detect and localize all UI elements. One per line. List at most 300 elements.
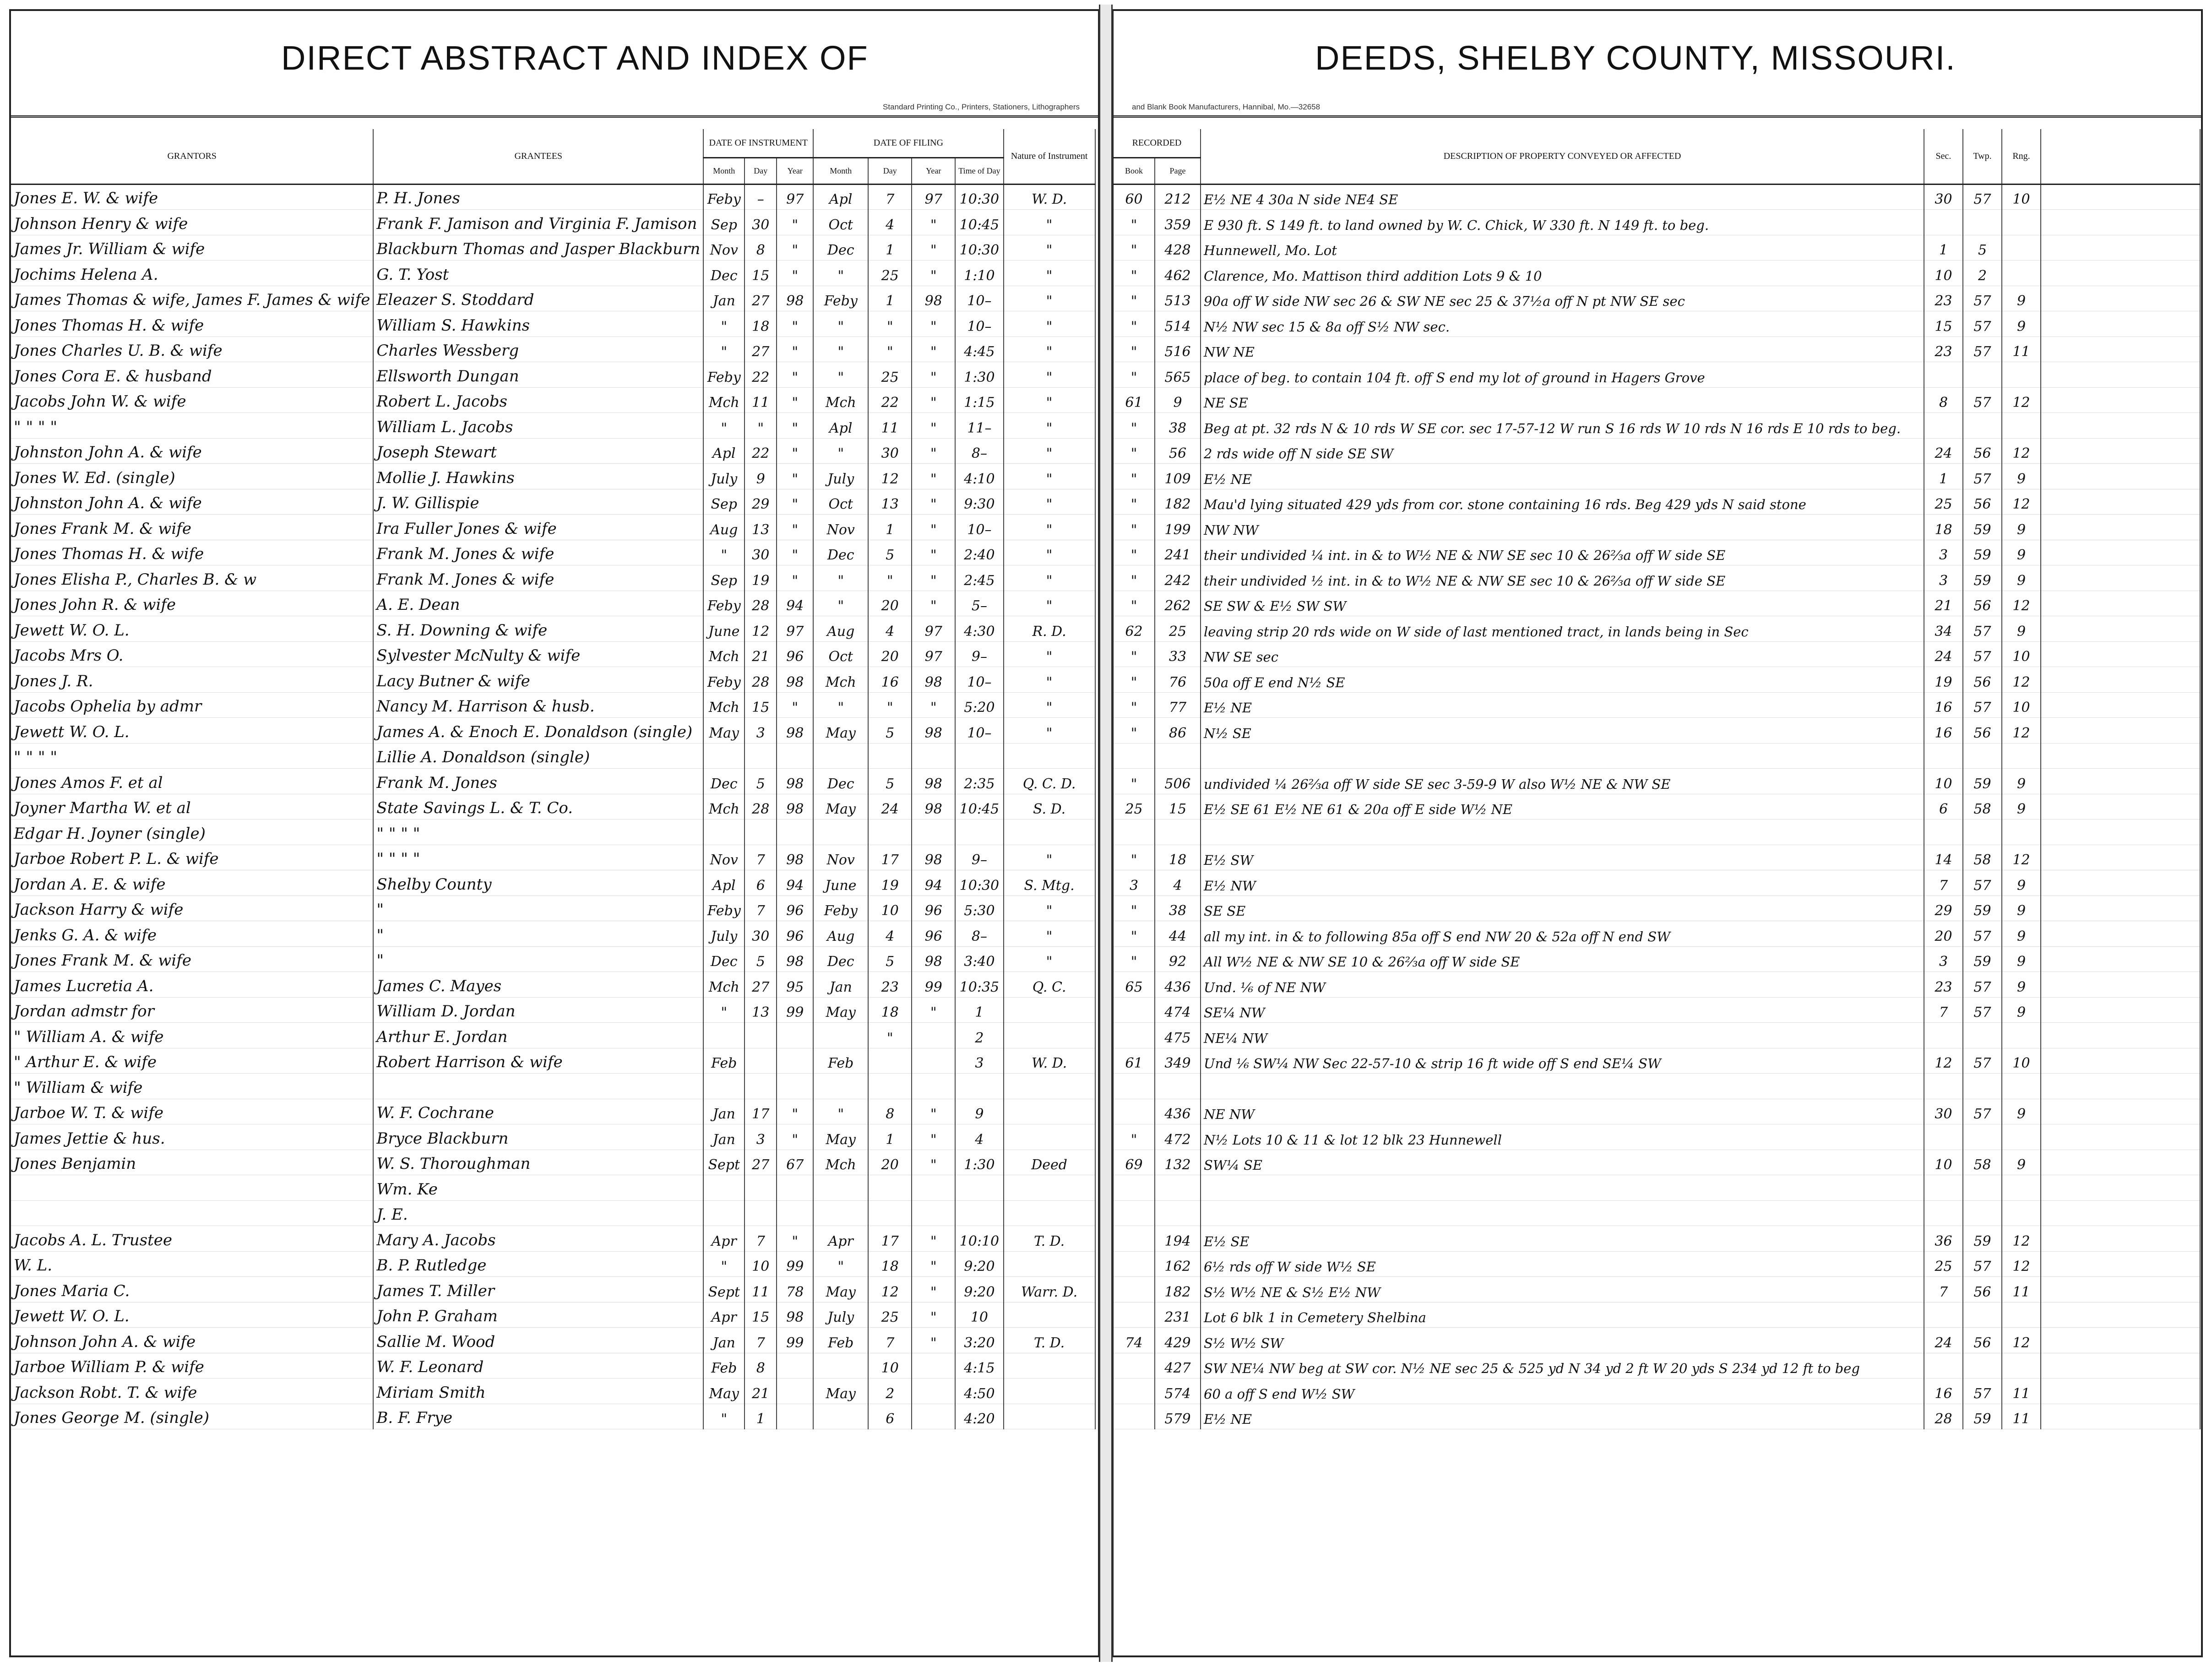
instrument-day-cell: 18 [745,311,777,337]
nature-cell: " [1004,260,1095,286]
nature-cell: " [1004,235,1095,260]
sec-cell: 10 [1924,1150,1963,1175]
page-cell: 574 [1155,1378,1201,1404]
filing-month-cell: Feby [813,895,868,921]
description-cell: Clarence, Mo. Mattison third addition Lots 9 & 10 [1201,260,1924,286]
grantor-cell: Johnston John A. & wife [11,489,373,515]
twp-cell: 57 [1963,997,2002,1023]
instrument-month-cell: Dec [703,946,745,972]
rng-cell [2002,1175,2041,1201]
description-cell [1201,1200,1924,1226]
twp-cell: 58 [1963,845,2002,870]
filing-month-cell: July [813,1302,868,1328]
time-of-day-cell: 4:15 [955,1353,1003,1378]
filing-day-cell: 13 [868,489,912,515]
blank-cell [2041,870,2200,896]
instrument-day-cell [745,1074,777,1099]
filing-month-cell: Dec [813,540,868,565]
nature-cell [1004,1023,1095,1048]
filing-year-cell [912,1175,955,1201]
instrument-day-cell: 7 [745,895,777,921]
blank-cell [2041,235,2200,260]
col-description: DESCRIPTION OF PROPERTY CONVEYED OR AFFECTED [1201,129,1924,184]
grantee-cell: State Savings L. & T. Co. [373,794,703,819]
grantee-cell: W. F. Leonard [373,1353,703,1378]
page-cell: 33 [1155,641,1201,667]
rng-cell: 10 [2002,1048,2041,1074]
rng-cell: 12 [2002,591,2041,616]
filing-month-cell: " [813,565,868,591]
instrument-month-cell [703,819,745,845]
instrument-year-cell: 95 [777,972,813,998]
page-cell: 514 [1155,311,1201,337]
description-cell: E½ NE 4 30a N side NE4 SE [1201,184,1924,210]
ledger-row [11,1200,1095,1226]
sec-cell [1924,1353,1963,1378]
rng-cell [2002,1074,2041,1099]
instrument-month-cell [703,1074,745,1099]
blank-cell [2041,311,2200,337]
sec-cell: 30 [1924,1099,1963,1124]
rng-cell [2002,362,2041,388]
filing-day-cell: 7 [868,184,912,210]
nature-cell [1004,1124,1095,1150]
col-twp: Twp. [1963,129,2002,184]
ledger-row [1114,870,2200,896]
nature-cell: " [1004,692,1095,718]
blank-cell [2041,1302,2200,1328]
blank-cell [2041,413,2200,439]
description-cell: all my int. in & to following 85a off S end NW 20 & 52a off N end SW [1201,921,1924,947]
ledger-row [11,489,1095,515]
twp-cell: 57 [1963,692,2002,718]
book-cell: " [1114,769,1155,794]
filing-year-cell: " [912,1124,955,1150]
nature-cell: " [1004,921,1095,947]
book-cell: " [1114,946,1155,972]
filing-year-cell: " [912,464,955,489]
filing-day-cell: 11 [868,413,912,439]
instrument-year-cell: " [777,565,813,591]
sec-cell [1924,819,1963,845]
instrument-month-cell: Jan [703,1328,745,1353]
blank-cell [2041,184,2200,210]
sec-cell: 34 [1924,616,1963,642]
page-cell: 56 [1155,438,1201,464]
blank-cell [2041,667,2200,693]
ledger-row [11,819,1095,845]
page-cell: 194 [1155,1226,1201,1252]
instrument-day-cell: 17 [745,1099,777,1124]
filing-month-cell [813,1175,868,1201]
filing-month-cell: " [813,1099,868,1124]
grantee-cell: J. W. Gillispie [373,489,703,515]
rng-cell: 11 [2002,336,2041,362]
page-cell: 212 [1155,184,1201,210]
instrument-month-cell [703,1023,745,1048]
grantor-cell: Jones George M. (single) [11,1404,373,1429]
book-cell: " [1114,336,1155,362]
instrument-day-cell: 27 [745,336,777,362]
instrument-day-cell: 15 [745,1302,777,1328]
filing-year-cell: " [912,489,955,515]
ledger-row [11,1048,1095,1074]
rng-cell: 10 [2002,692,2041,718]
page-cell: 427 [1155,1353,1201,1378]
instrument-day-cell: 9 [745,464,777,489]
filing-year-cell: 97 [912,184,955,210]
grantor-cell: Jones E. W. & wife [11,184,373,210]
description-cell: SW¼ SE [1201,1150,1924,1175]
rng-cell: 9 [2002,286,2041,311]
instrument-year-cell: " [777,311,813,337]
col-instrument-year: Year [777,157,813,184]
ledger-row [1114,184,2200,210]
ledger-row [11,235,1095,260]
sec-cell: 30 [1924,184,1963,210]
sec-cell: 8 [1924,387,1963,413]
description-cell: NE SE [1201,387,1924,413]
twp-cell: 2 [1963,260,2002,286]
filing-day-cell: 1 [868,1124,912,1150]
time-of-day-cell: 10– [955,667,1003,693]
page-cell: 38 [1155,413,1201,439]
ledger-row [11,616,1095,642]
grantee-cell: Joseph Stewart [373,438,703,464]
ledger-row [1114,1200,2200,1226]
nature-cell: Q. C. D. [1004,769,1095,794]
sec-cell: 24 [1924,1328,1963,1353]
filing-day-cell [868,743,912,769]
ledger-row [1114,1124,2200,1150]
blank-cell [2041,1200,2200,1226]
rng-cell: 9 [2002,464,2041,489]
filing-month-cell: June [813,870,868,896]
instrument-day-cell: 1 [745,1404,777,1429]
grantee-cell: Miriam Smith [373,1378,703,1404]
filing-month-cell: Oct [813,489,868,515]
rng-cell [2002,210,2041,235]
instrument-day-cell: 12 [745,616,777,642]
ledger-row [1114,540,2200,565]
filing-year-cell [912,1404,955,1429]
description-cell: SE¼ NW [1201,997,1924,1023]
book-cell [1114,1378,1155,1404]
book-cell: " [1114,286,1155,311]
col-nature-of-instrument: Nature of Instrument [1004,129,1095,184]
filing-month-cell: Aug [813,616,868,642]
grantee-cell: William D. Jordan [373,997,703,1023]
description-cell: N½ NW sec 15 & 8a off S½ NW sec. [1201,311,1924,337]
filing-month-cell [813,1404,868,1429]
grantor-cell: Jewett W. O. L. [11,1302,373,1328]
description-cell: their undivided ½ int. in & to W½ NE & NW SE sec 10 & 26⅔a off W side SE [1201,565,1924,591]
time-of-day-cell: 10:30 [955,235,1003,260]
description-cell [1201,1175,1924,1201]
nature-cell: " [1004,515,1095,540]
instrument-year-cell: 98 [777,1302,813,1328]
filing-day-cell: 7 [868,1328,912,1353]
filing-year-cell: 94 [912,870,955,896]
blank-cell [2041,1023,2200,1048]
nature-cell: " [1004,718,1095,743]
sec-cell: 3 [1924,565,1963,591]
instrument-month-cell [703,1175,745,1201]
instrument-day-cell: 29 [745,489,777,515]
instrument-day-cell: 11 [745,387,777,413]
nature-cell [1004,1175,1095,1201]
nature-cell: " [1004,641,1095,667]
book-cell: " [1114,210,1155,235]
filing-year-cell: 98 [912,946,955,972]
grantor-cell [11,1175,373,1201]
rng-cell [2002,235,2041,260]
grantor-cell: Jenks G. A. & wife [11,921,373,947]
ledger-row [1114,489,2200,515]
rng-cell: 12 [2002,387,2041,413]
ledger-row [11,1404,1095,1429]
blank-cell [2041,895,2200,921]
instrument-month-cell: Feby [703,591,745,616]
instrument-year-cell: 67 [777,1150,813,1175]
instrument-month-cell: Sep [703,210,745,235]
ledger-row [1114,718,2200,743]
instrument-day-cell: 5 [745,769,777,794]
ledger-row [1114,565,2200,591]
page-cell [1155,1074,1201,1099]
grantor-cell: Jones Maria C. [11,1277,373,1302]
twp-cell: 59 [1963,1226,2002,1252]
rng-cell: 9 [2002,921,2041,947]
page-cell: 162 [1155,1251,1201,1277]
blank-cell [2041,794,2200,819]
grantee-cell: B. F. Frye [373,1404,703,1429]
filing-year-cell: " [912,1226,955,1252]
instrument-day-cell: 10 [745,1251,777,1277]
instrument-year-cell [777,819,813,845]
instrument-month-cell: Feby [703,362,745,388]
instrument-month-cell: Dec [703,260,745,286]
nature-cell [1004,1074,1095,1099]
ledger-row [1114,794,2200,819]
instrument-month-cell: Apr [703,1302,745,1328]
nature-cell: T. D. [1004,1328,1095,1353]
ledger-row [11,845,1095,870]
page-cell: 472 [1155,1124,1201,1150]
blank-cell [2041,515,2200,540]
sec-cell: 3 [1924,946,1963,972]
blank-cell [2041,921,2200,947]
description-cell [1201,743,1924,769]
blank-cell [2041,845,2200,870]
filing-month-cell: May [813,1124,868,1150]
ledger-row [1114,1226,2200,1252]
book-cell: " [1114,565,1155,591]
sec-cell: 10 [1924,769,1963,794]
instrument-day-cell: 15 [745,692,777,718]
page-cell: 132 [1155,1150,1201,1175]
grantor-cell: Edgar H. Joyner (single) [11,819,373,845]
instrument-day-cell: 27 [745,972,777,998]
grantor-cell: James Jettie & hus. [11,1124,373,1150]
page-cell: 349 [1155,1048,1201,1074]
instrument-year-cell: " [777,1124,813,1150]
description-cell: E½ NE [1201,464,1924,489]
twp-cell [1963,819,2002,845]
instrument-month-cell: Dec [703,769,745,794]
col-page: Page [1155,157,1201,184]
blank-cell [2041,972,2200,998]
twp-cell: 56 [1963,489,2002,515]
twp-cell: 59 [1963,565,2002,591]
filing-day-cell: 12 [868,1277,912,1302]
blank-cell [2041,1404,2200,1429]
instrument-month-cell: Apl [703,438,745,464]
grantee-cell: J. E. [373,1200,703,1226]
grantee-cell: Mollie J. Hawkins [373,464,703,489]
grantee-cell: Frank M. Jones & wife [373,540,703,565]
instrument-day-cell: – [745,184,777,210]
twp-cell: 58 [1963,1150,2002,1175]
filing-year-cell: " [912,387,955,413]
twp-cell: 56 [1963,1328,2002,1353]
grantee-cell: Lacy Butner & wife [373,667,703,693]
sec-cell [1924,1023,1963,1048]
filing-day-cell: 17 [868,845,912,870]
filing-year-cell: " [912,1099,955,1124]
twp-cell [1963,1023,2002,1048]
blank-cell [2041,565,2200,591]
book-cell [1114,1074,1155,1099]
grantee-cell: William S. Hawkins [373,311,703,337]
instrument-year-cell: 99 [777,1328,813,1353]
rng-cell: 11 [2002,1378,2041,1404]
blank-cell [2041,1226,2200,1252]
header-rule [1114,115,2201,118]
page-cell [1155,743,1201,769]
filing-year-cell: 96 [912,895,955,921]
ledger-row [1114,641,2200,667]
time-of-day-cell: 10:35 [955,972,1003,998]
page-cell: 428 [1155,235,1201,260]
rng-cell: 9 [2002,616,2041,642]
twp-cell: 57 [1963,464,2002,489]
filing-day-cell: 5 [868,540,912,565]
ledger-row [1114,464,2200,489]
book-cell [1114,1175,1155,1201]
nature-cell: " [1004,387,1095,413]
filing-month-cell: Feby [813,286,868,311]
instrument-day-cell: 7 [745,845,777,870]
right-ledger-table [1114,129,2201,1429]
instrument-day-cell: 19 [745,565,777,591]
rng-cell: 9 [2002,515,2041,540]
blank-cell [2041,540,2200,565]
book-cell: " [1114,921,1155,947]
filing-month-cell: Feb [813,1048,868,1074]
col-book: Book [1114,157,1155,184]
nature-cell: " [1004,845,1095,870]
time-of-day-cell: 5:30 [955,895,1003,921]
filing-day-cell: 30 [868,438,912,464]
filing-day-cell: 18 [868,1251,912,1277]
instrument-year-cell: 94 [777,591,813,616]
description-cell: undivided ¼ 26⅔a off W side SE sec 3-59-9 W also W½ NE & NW SE [1201,769,1924,794]
filing-month-cell [813,819,868,845]
ledger-row [1114,1099,2200,1124]
filing-month-cell: " [813,591,868,616]
filing-day-cell: 17 [868,1226,912,1252]
book-cell: " [1114,895,1155,921]
instrument-day-cell: 30 [745,921,777,947]
blank-cell [2041,362,2200,388]
grantor-cell: Jones Thomas H. & wife [11,311,373,337]
ledger-row [11,591,1095,616]
page-cell: 182 [1155,489,1201,515]
description-cell: 6½ rds off W side W½ SE [1201,1251,1924,1277]
ledger-row [11,1074,1095,1099]
filing-year-cell [912,1048,955,1074]
filing-month-cell: Dec [813,769,868,794]
nature-cell [1004,1099,1095,1124]
instrument-day-cell: 3 [745,1124,777,1150]
filing-year-cell: " [912,591,955,616]
grantor-cell: " " " " [11,743,373,769]
page-cell: 18 [1155,845,1201,870]
rng-cell: 9 [2002,870,2041,896]
rng-cell: 9 [2002,1099,2041,1124]
time-of-day-cell: 10 [955,1302,1003,1328]
page-cell: 436 [1155,972,1201,998]
rng-cell [2002,1023,2041,1048]
nature-cell: " [1004,464,1095,489]
instrument-month-cell: Sep [703,489,745,515]
description-cell [1201,819,1924,845]
grantor-cell: Jones J. R. [11,667,373,693]
blank-cell [2041,387,2200,413]
nature-cell: " [1004,667,1095,693]
ledger-row [11,1378,1095,1404]
page-cell: 4 [1155,870,1201,896]
instrument-year-cell: 78 [777,1277,813,1302]
instrument-month-cell: July [703,921,745,947]
sec-cell: 7 [1924,1277,1963,1302]
filing-month-cell: Nov [813,515,868,540]
time-of-day-cell [955,1200,1003,1226]
twp-cell: 59 [1963,895,2002,921]
filing-month-cell: Dec [813,235,868,260]
sec-cell [1924,210,1963,235]
time-of-day-cell: 8– [955,438,1003,464]
time-of-day-cell: 3:40 [955,946,1003,972]
filing-year-cell: " [912,438,955,464]
book-cell [1114,1353,1155,1378]
description-cell: SE SW & E½ SW SW [1201,591,1924,616]
instrument-month-cell: " [703,336,745,362]
book-cell: " [1114,515,1155,540]
book-cell [1114,1023,1155,1048]
nature-cell: " [1004,311,1095,337]
sec-cell [1924,362,1963,388]
twp-cell: 56 [1963,718,2002,743]
book-cell [1114,1226,1155,1252]
sec-cell: 12 [1924,1048,1963,1074]
ledger-row [1114,515,2200,540]
rng-cell: 9 [2002,794,2041,819]
description-cell: Lot 6 blk 1 in Cemetery Shelbina [1201,1302,1924,1328]
grantor-cell: Jones Elisha P., Charles B. & w [11,565,373,591]
twp-cell [1963,413,2002,439]
